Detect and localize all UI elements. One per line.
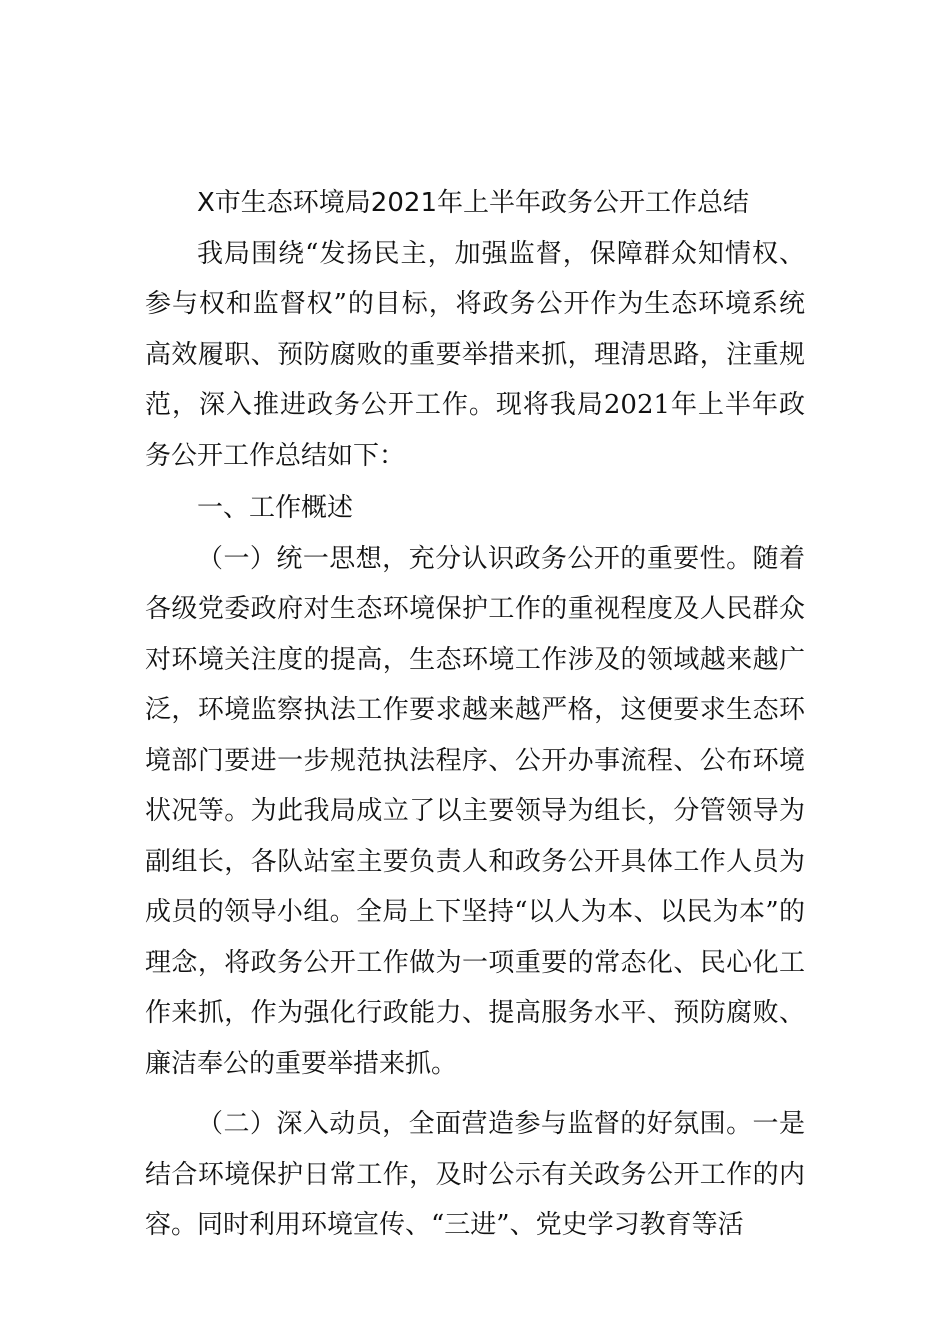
document-title: X市生态环境局2021年上半年政务公开工作总结 [197,188,749,218]
section-heading: 一、工作概述 [197,493,354,523]
intro-paragraph: 我局围绕“发扬民主，加强监督，保障群众知情权、参与权和监督权”的目标，将政务公开作为生态环境系统高效履职、预防腐败的重要举措来抓，理清思路，注重规范，深入推进政务公开工作。现将我局2021年上半年政务公开工作总结如下： [145,238,805,471]
body-paragraph-1: （一）统一思想，充分认识政务公开的重要性。随着各级党委政府对生态环境保护工作的重视程度及人民群众对环境关注度的提高，生态环境工作涉及的领域越来越广泛，环境监察执法工作要求越来越严格，这便要求生态环境部门要进一步规范执法程序、公开办事流程、公布环境状况等。为此我局成立了以主要领导为组长，分管领导为副组长，各队站室主要负责人和政务公开具体工作人员为成员的领导小组。全局上下坚持“以人为本、以民为本”的理念，将政务公开工作做为一项重要的常态化、民心化工作来抓，作为强化行政能力、提高服务水平、预防腐败、廉洁奉公的重要举措来抓。 [145,543,805,1079]
body-paragraph-2: （二）深入动员，全面营造参与监督的好氛围。一是结合环境保护日常工作，及时公示有关政务公开工作的内容。同时利用环境宣传、“三进”、党史学习教育等活 [145,1109,805,1240]
document-body [145,178,805,1251]
